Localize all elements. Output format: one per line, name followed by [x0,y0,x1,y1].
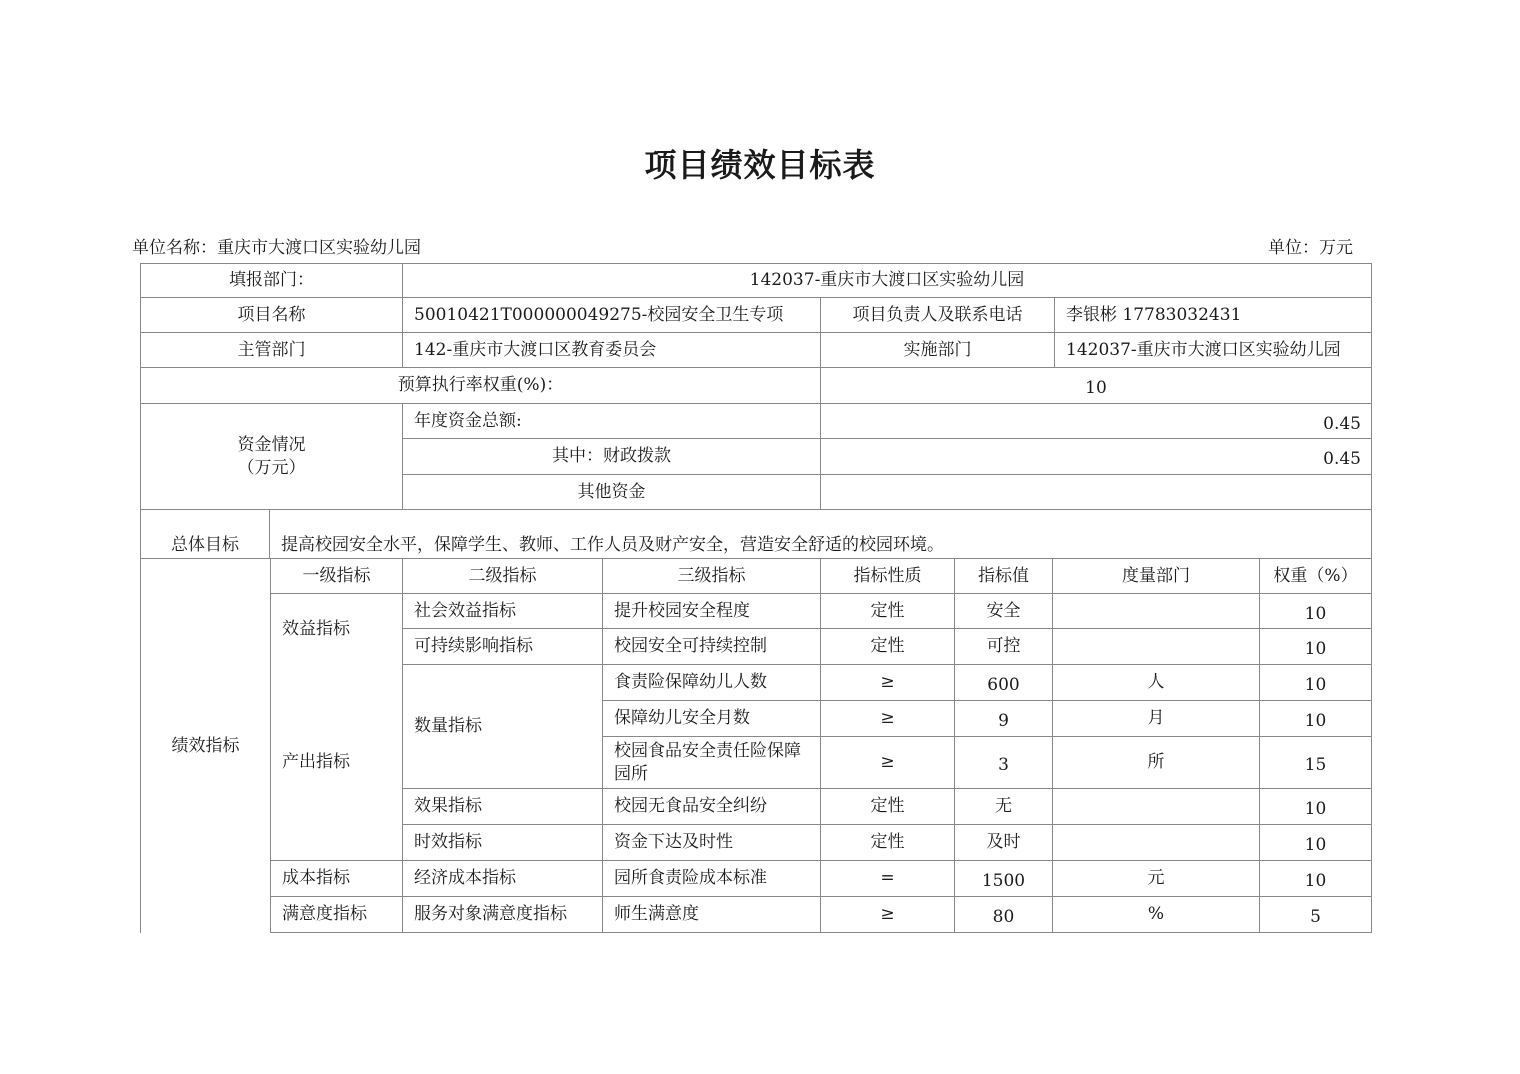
row-value: 可控 [955,629,1053,665]
header-level1: 一级指标 [270,559,403,594]
other-funds-value [821,475,1372,510]
row-unit: 月 [1053,701,1260,737]
level2-economic-cost: 经济成本指标 [403,861,603,897]
row-level3: 食责险保障幼儿人数 [603,665,821,701]
header-value: 指标值 [955,559,1053,594]
level2-timeliness: 时效指标 [403,825,603,861]
row-weight: 15 [1260,737,1372,789]
header-unit: 度量部门 [1053,559,1260,594]
row-nature: ≥ [821,665,955,701]
fiscal-funds-value: 0.45 [821,439,1372,475]
row-weight: 10 [1260,594,1372,629]
header-weight: 权重（%） [1260,559,1372,594]
other-funds-label: 其他资金 [403,475,821,510]
project-label: 项目名称 [140,298,403,333]
level2-sustainable: 可持续影响指标 [403,629,603,665]
level2-social: 社会效益指标 [403,594,603,629]
row-nature: ≥ [821,737,955,789]
impl-label: 实施部门 [821,333,1055,368]
header-nature: 指标性质 [821,559,955,594]
owner-value: 李银彬 17783032431 [1055,298,1372,333]
row-value: 及时 [955,825,1053,861]
row-unit: % [1053,897,1260,933]
budget-weight-value: 10 [821,368,1372,404]
row-unit [1053,594,1260,629]
row-weight: 5 [1260,897,1372,933]
annual-funds-label: 年度资金总额: [403,404,821,439]
level1-cost: 成本指标 [270,861,403,897]
impl-value: 142037-重庆市大渡口区实验幼儿园 [1055,333,1372,368]
dept-label: 填报部门： [140,263,403,298]
funds-label: 资金情况 （万元） [140,404,403,510]
row-weight: 10 [1260,701,1372,737]
level2-service-satisfaction: 服务对象满意度指标 [403,897,603,933]
level2-effect: 效果指标 [403,789,603,825]
row-value: 无 [955,789,1053,825]
row-value: 1500 [955,861,1053,897]
row-level3: 师生满意度 [603,897,821,933]
row-value: 600 [955,665,1053,701]
unit-name-label: 单位名称：重庆市大渡口区实验幼儿园 [132,238,421,258]
fiscal-funds-label: 其中：财政拨款 [403,439,821,475]
row-unit: 元 [1053,861,1260,897]
level1-satisfaction: 满意度指标 [270,897,403,933]
row-level3: 校园安全可持续控制 [603,629,821,665]
row-value: 安全 [955,594,1053,629]
row-weight: 10 [1260,629,1372,665]
row-unit [1053,825,1260,861]
row-unit [1053,629,1260,665]
page-title: 项目绩效目标表 [644,146,876,184]
currency-unit-label: 单位：万元 [1268,238,1353,258]
row-unit [1053,789,1260,825]
owner-label: 项目负责人及联系电话 [821,298,1055,333]
row-nature: = [821,861,955,897]
row-weight: 10 [1260,789,1372,825]
row-nature: 定性 [821,629,955,665]
row-weight: 10 [1260,665,1372,701]
row-value: 3 [955,737,1053,789]
row-nature: 定性 [821,825,955,861]
supervisor-value: 142-重庆市大渡口区教育委员会 [403,333,821,368]
row-level3: 校园食品安全责任险保障园所 [603,737,821,789]
supervisor-label: 主管部门 [140,333,403,368]
row-level3: 资金下达及时性 [603,825,821,861]
header-level2: 二级指标 [403,559,603,594]
row-nature: 定性 [821,594,955,629]
perf-label: 绩效指标 [140,559,270,933]
row-weight: 10 [1260,825,1372,861]
row-value: 80 [955,897,1053,933]
level1-benefit: 效益指标 [270,594,403,665]
annual-funds-value: 0.45 [821,404,1372,439]
performance-table [140,263,1372,933]
row-nature: ≥ [821,897,955,933]
level2-quantity: 数量指标 [403,665,603,789]
row-level3: 提升校园安全程度 [603,594,821,629]
row-unit: 人 [1053,665,1260,701]
row-value: 9 [955,701,1053,737]
dept-value: 142037-重庆市大渡口区实验幼儿园 [403,263,1372,298]
header-level3: 三级指标 [603,559,821,594]
goal-label: 总体目标 [140,510,270,559]
row-nature: 定性 [821,789,955,825]
project-value: 50010421T000000049275-校园安全卫生专项 [403,298,821,333]
row-nature: ≥ [821,701,955,737]
goal-text: 提高校园安全水平，保障学生、教师、工作人员及财产安全，营造安全舒适的校园环境。 [270,510,1372,559]
budget-weight-label: 预算执行率权重(%)： [140,368,821,404]
row-level3: 园所食责险成本标准 [603,861,821,897]
row-level3: 校园无食品安全纠纷 [603,789,821,825]
row-weight: 10 [1260,861,1372,897]
level1-output: 产出指标 [270,665,403,861]
row-level3: 保障幼儿安全月数 [603,701,821,737]
row-unit: 所 [1053,737,1260,789]
